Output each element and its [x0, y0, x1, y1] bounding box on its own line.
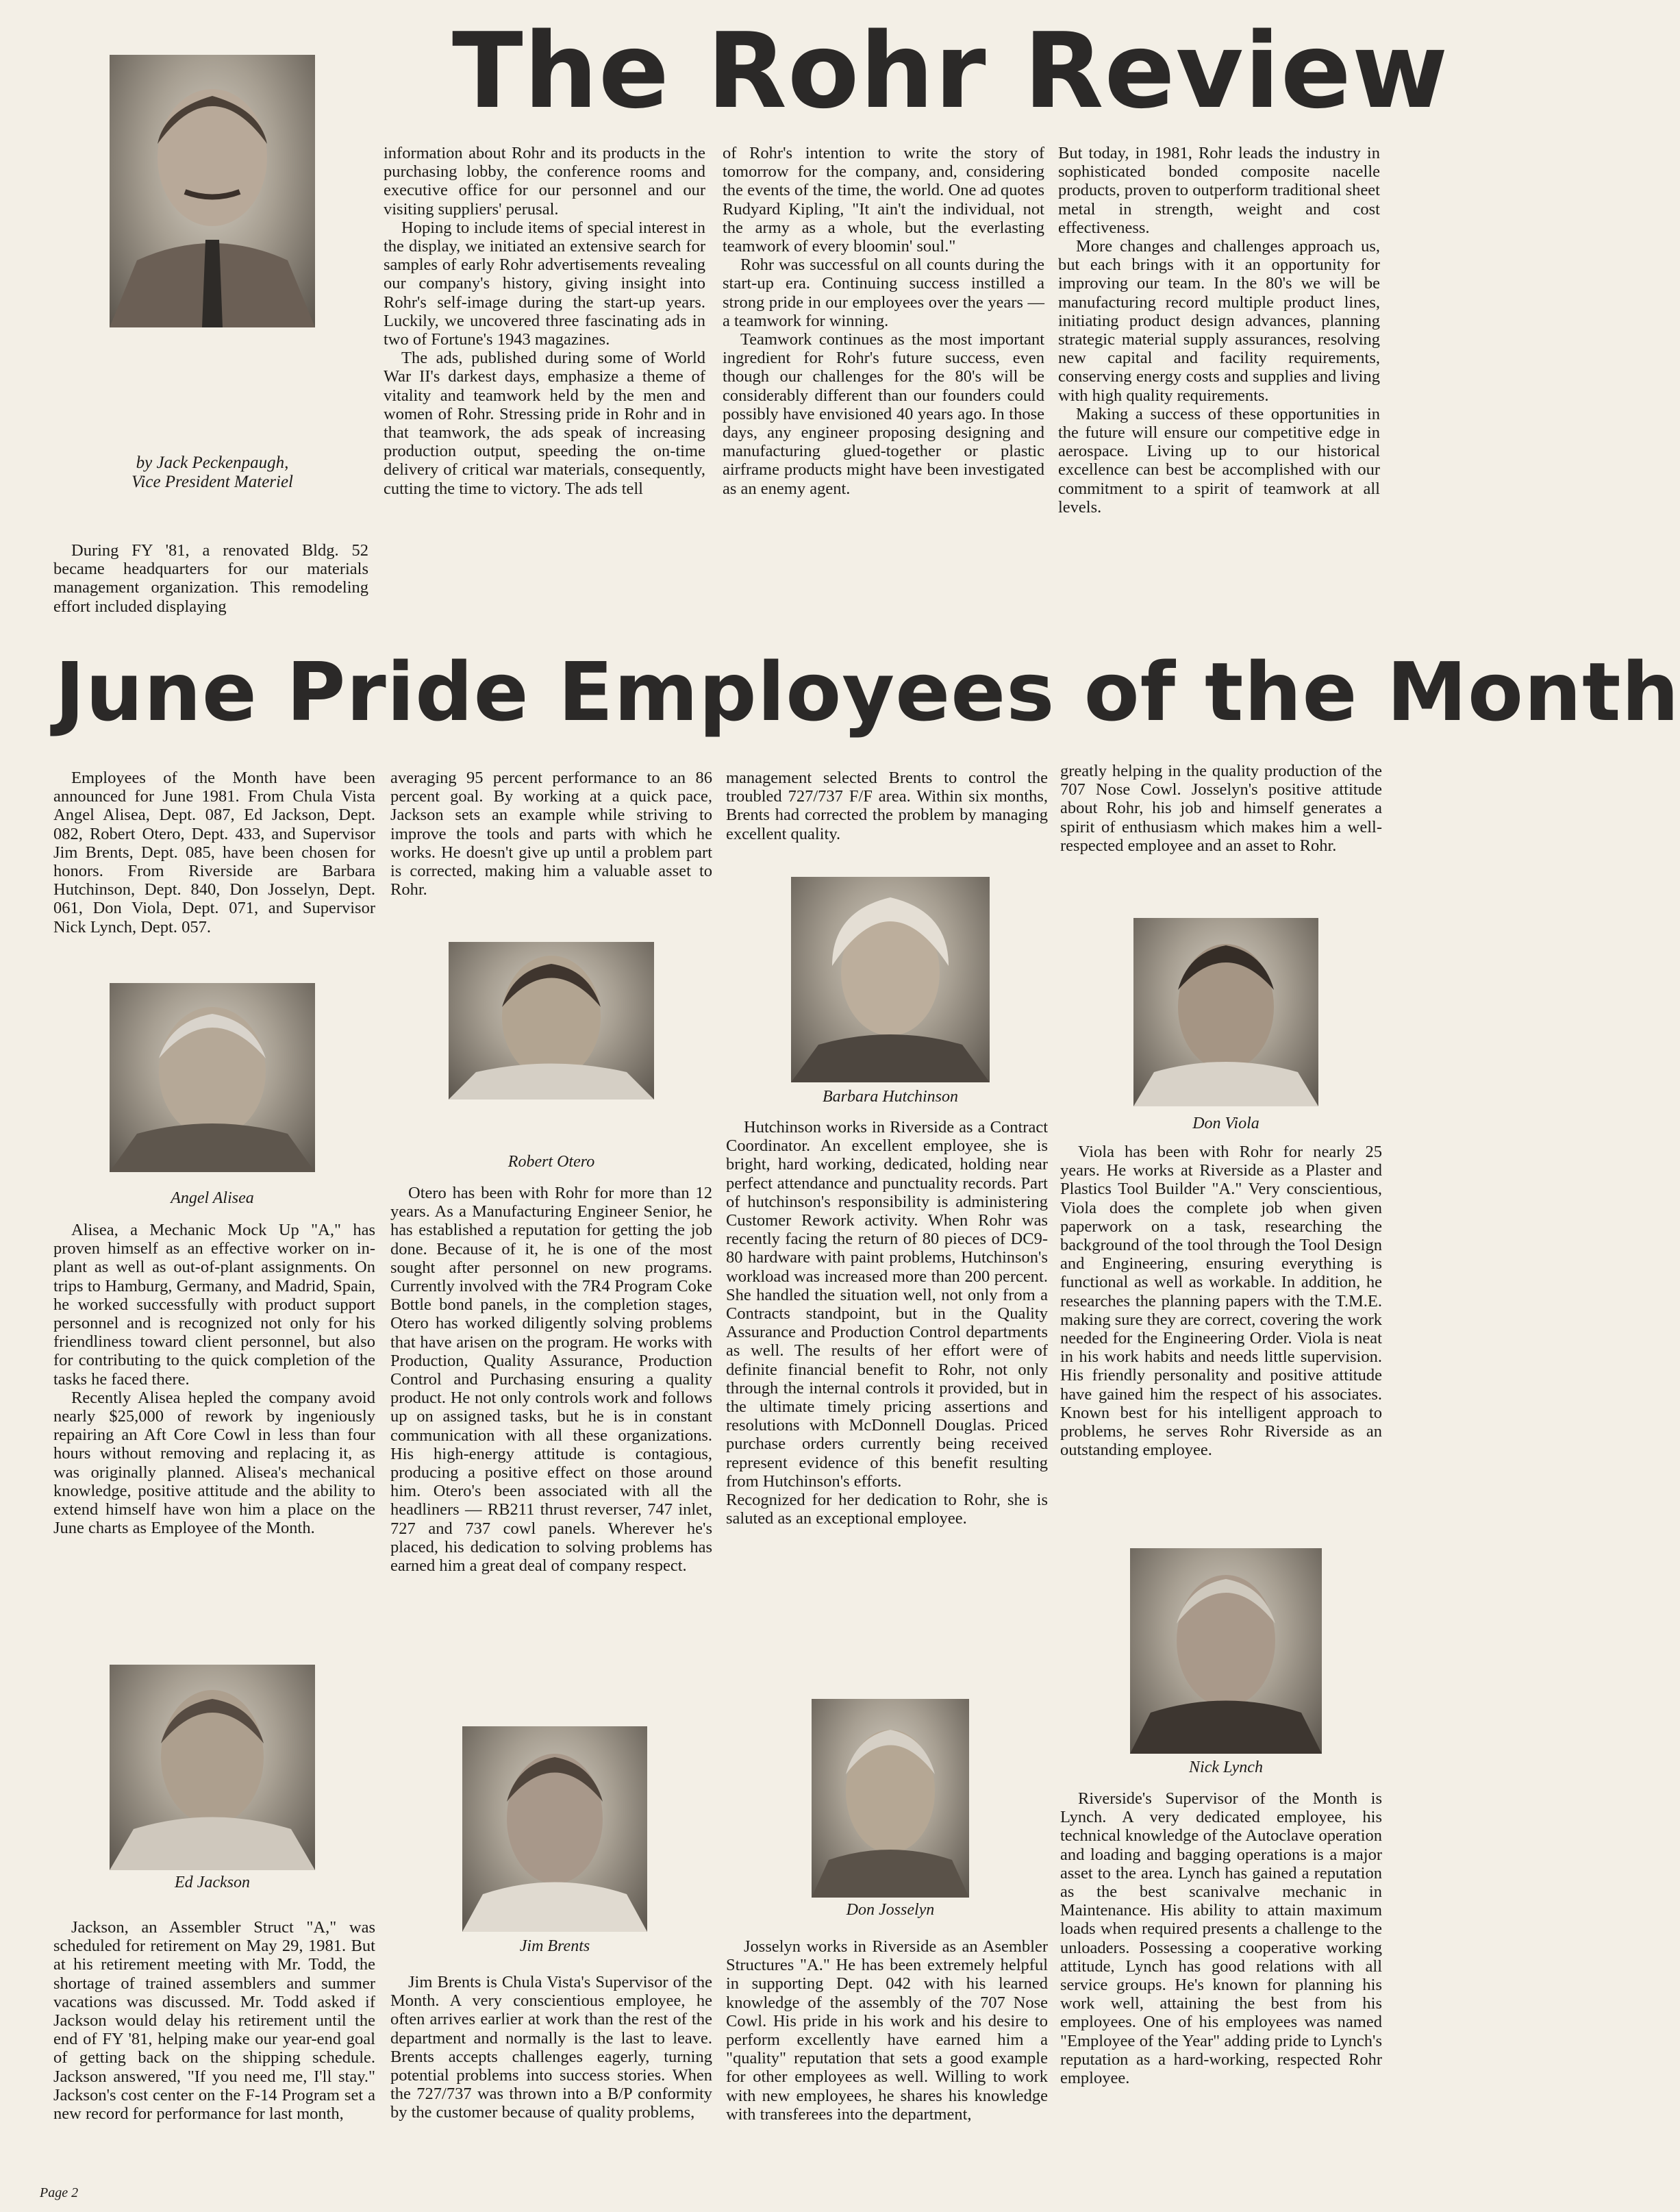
brents-p1: Jim Brents is Chula Vista's Supervisor of the Month. A very conscientious employee, he often arrives earlier at work than the rest of the department and normally is the last to leave. Brents accepts challenges eagerly, turning potential problems into success stories. When the 727/737 was thrown into a B/P conformity by the customer because of quality problems,: [390, 1973, 712, 2122]
article2-col2-top: [390, 769, 712, 899]
portrait-jackson: [110, 1665, 315, 1870]
article2-col3-hutchinson: [726, 1118, 1048, 1528]
portrait-hutchinson: [791, 877, 990, 1082]
photo-robert-otero: [449, 942, 654, 1099]
article1-col4-p1: But today, in 1981, Rohr leads the industry in sophisticated bonded composite nacelle products, proven to outperform traditional sheet metal in strength, weight and cost effectiveness.: [1058, 144, 1380, 237]
employees-headline: June Pride Employees of the Month: [55, 645, 1680, 739]
caption-otero: Robert Otero: [507, 1153, 595, 1171]
article1-col2-p2: Hoping to include items of special interest in the display, we initiated an extensive search for samples of early Rohr advertisements revealing our company's history, giving insight into Rohr's self-image during the start-up years. Luckily, we uncovered three fascinating ads in two of Fortune's 1943 magazines.: [384, 218, 705, 349]
photo-angel-alisea: [110, 983, 315, 1172]
article1-col3-p2: Rohr was successful on all counts during the start-up era. Continuing success instilled a strong pride in our employees over the years — a teamwork for winning.: [723, 256, 1044, 330]
author-portrait-image: [110, 55, 315, 327]
portrait-brents: [462, 1726, 647, 1932]
col2-top-p: averaging 95 percent performance to an 86 percent goal. By working at a quick pace, Jackson sets an example while striving to improve the tools and parts with which he works. He doesn't give up until a problem part is corrected, making him a valuable asset to Rohr.: [390, 769, 712, 899]
col3-top-p: management selected Brents to control the troubled 727/737 F/F area. Within six months, Brents had corrected the problem by managing excellent quality.: [726, 769, 1048, 843]
article1-col4: [1058, 144, 1380, 517]
caption-viola: Don Viola: [1192, 1115, 1259, 1132]
photo-don-viola: [1133, 918, 1318, 1106]
article2-col2-brents: [390, 1973, 712, 2122]
article1-col2-p1: information about Rohr and its products in the purchasing lobby, the conference rooms and executive office for our personnel and our visiting suppliers' perusal.: [384, 144, 705, 219]
article2-col4-top: [1060, 762, 1382, 855]
byline-title: Vice President Materiel: [131, 473, 294, 491]
viola-p1: Viola has been with Rohr for nearly 25 years. He works at Riverside as a Plaster and Plastics Tool Builder "A." Very conscientious, Viola does the complete job when given paperwork on a task, researching the background of the tool through the Tool Design and Engineering, ensuring everything is functional as well as workable. In addition, he researches the planning papers with the T.M.E. making sure they are correct, covering the work needed for the Engineering Order. Viola is neat in his work habits and needs little supervision. His friendly personality and positive attitude have gained him the respect of his associates. Known best for his intelligent approach to problems, he serves Rohr Riverside as an outstanding employee.: [1060, 1143, 1382, 1460]
author-photo: [110, 55, 315, 327]
photo-don-josselyn: [812, 1699, 969, 1898]
portrait-lynch: [1130, 1548, 1322, 1754]
portrait-alisea: [110, 983, 315, 1172]
caption-brents: Jim Brents: [519, 1937, 590, 1955]
article2-col3-top: [726, 769, 1048, 843]
article1-col1: [53, 541, 368, 616]
hutchinson-p2: Recognized for her dedication to Rohr, she is saluted as an exceptional employee.: [726, 1491, 1048, 1528]
col4-top-p: greatly helping in the quality production of the 707 Nose Cowl. Josselyn's positive attitude about Rohr, his job and himself generates a spirit of enthusiasm which makes him a well-respected employee and an asset to Rohr.: [1060, 762, 1382, 855]
author-byline: [96, 453, 329, 492]
caption-jackson: Ed Jackson: [175, 1874, 250, 1891]
page-number: Page 2: [40, 2185, 79, 2200]
portrait-viola: [1133, 918, 1318, 1106]
alisea-p1: Alisea, a Mechanic Mock Up "A," has proven himself as an effective worker on in-plant as well as out-of-plant assignments. On trips to Hamburg, Germany, and Madrid, Spain, he worked successfully with product support personnel and is recognized not only for his friendliness toward client personnel, but also for contributing to the quick completion of the tasks he faced there.: [53, 1221, 375, 1389]
photo-jim-brents: [462, 1726, 647, 1932]
article2-col4-viola: [1060, 1143, 1382, 1459]
caption-alisea: Angel Alisea: [171, 1189, 254, 1207]
alisea-p2: Recently Alisea hepled the company avoid nearly $25,000 of rework by ingeniously repairing an Aft Core Cowl in less than four hours without removing and replacing it, as was originally planned. Alisea's mechanical knowledge, positive attitude and the ability to extend himself have won him a place on the June charts as Employee of the Month.: [53, 1388, 375, 1538]
article1-col1-p1: During FY '81, a renovated Bldg. 52 became headquarters for our materials management organization. This remodeling effort included displaying: [53, 541, 368, 616]
article2-col4-lynch: [1060, 1789, 1382, 2087]
caption-josselyn: Don Josselyn: [846, 1901, 935, 1919]
article2-col2-otero: [390, 1184, 712, 1575]
article1-col4-p3: Making a success of these opportunities in the future will ensure our competitive edge in aerospace. Living up to our historical excellence can best be accomplished with our commitment to a spirit of teamwork at all levels.: [1058, 404, 1380, 517]
masthead-title: The Rohr Review: [452, 10, 1449, 132]
jackson-p1: Jackson, an Assembler Struct "A," was scheduled for retirement on May 29, 1981. But at his retirement meeting with Mr. Todd, the shortage of trained assemblers and summer vacations was discussed. Mr. Todd asked if Jackson would delay his retirement until the end of FY '81, helping make our year-end goal of getting back on the shipping schedule. Jackson answered, "If you need me, I'll stay." Jackson's cost center on the F-14 Program set a new record for performance for last month,: [53, 1918, 375, 2124]
article1-col4-p2: More changes and challenges approach us, but each brings with it an opportunity for improving our team. In the 80's we will be manufacturing record multiple product lines, initiating product design advances, planning strategic material supply assurances, resolving new capital and facility requirements, conserving energy costs and supplies and living with high quality requirements.: [1058, 237, 1380, 405]
intro-paragraph: Employees of the Month have been announced for June 1981. From Chula Vista Angel Alisea, Dept. 087, Ed Jackson, Dept. 082, Robert Otero, Dept. 433, and Supervisor Jim Brents, Dept. 085, have been chosen for honors. From Riverside are Barbara Hutchinson, Dept. 840, Don Josselyn, Dept. 061, Don Viola, Dept. 071, and Supervisor Nick Lynch, Dept. 057.: [53, 769, 375, 936]
photo-ed-jackson: [110, 1665, 315, 1870]
article2-col1-alisea: [53, 1221, 375, 1537]
byline-name: by Jack Peckenpaugh,: [136, 453, 289, 472]
article1-col3-p3: Teamwork continues as the most important ingredient for Rohr's future success, even though our challenges for the 80's will be considerably different than our founders could possibly have envisioned 40 years ago. In those days, any engineer proposing designing and manufacturing glued-together or plastic airframe products might have been investigated as an enemy agent.: [723, 330, 1044, 498]
caption-lynch: Nick Lynch: [1189, 1759, 1263, 1776]
portrait-otero: [449, 942, 654, 1099]
article2-col1-intro: [53, 769, 375, 936]
josselyn-p1: Josselyn works in Riverside as an Asembler Structures "A." He has been extremely helpful in supporting Dept. 042 with his learned knowledge of the assembly of the 707 Nose Cowl. His pride in his work and his desire to perform excellently have earned him a "quality" reputation that sets a good example for other employees as well. Willing to work with new employees, he shares his knowledge with transferees into the department,: [726, 1937, 1048, 2124]
article1-col3-p1: of Rohr's intention to write the story of tomorrow for the company, and, considering the events of the time, the world. One ad quotes Rudyard Kipling, "It ain't the individual, not the army as a whole, but the everlasting teamwork of every bloomin' soul.": [723, 144, 1044, 256]
article2-col3-josselyn: [726, 1937, 1048, 2124]
article1-col2-p3: The ads, published during some of World War II's darkest days, emphasize a theme of vitality and teamwork held by the men and women of Rohr. Stressing pride in Rohr and in that teamwork, the ads speak of increasing production output, speeding the on-time delivery of critical war materials, consequently, cutting the time to victory. The ads tell: [384, 349, 705, 498]
lynch-p1: Riverside's Supervisor of the Month is Lynch. A very dedicated employee, his technical knowledge of the Autoclave operation and loading and bagging operations is a major asset to the area. Lynch has gained a reputation as the best scanivalve mechanic in Maintenance. His ability to attain maximum loads when required presents a challenge to the unloaders. Possessing a cooperative working attitude, Lynch has good relations with all service groups. He's known for planning his work well, attaining the best from his employees. One of his employees was named "Employee of the Year" adding pride to Lynch's reputation as a hard-working, respected Rohr employee.: [1060, 1789, 1382, 2088]
otero-p1: Otero has been with Rohr for more than 12 years. As a Manufacturing Engineer Senior, he has established a reputation for getting the job done. Because of it, he is one of the most sought after personnel on new programs. Currently involved with the 7R4 Program Coke Bottle bond panels, in the completion stages, Otero has worked diligently solving problems that have arisen on the program. He works with Production, Quality Assurance, Production Control and Purchasing ensuring a quality product. He not only controls work and follows up on assigned tasks, but he is in constant communication with all these organizations. His high-energy attitude is contagious, producing a positive effect on those around him. Otero's been associated with all the headliners — RB211 thrust reverser, 747 inlet, 727 and 737 cowl panels. Wherever he's placed, his dedication to solving problems has earned him a great deal of company respect.: [390, 1184, 712, 1576]
hutchinson-p1: Hutchinson works in Riverside as a Contract Coordinator. An excellent employee, she is bright, hard working, dedicated, holding near perfect attendance and punctuality records. Part of hutchinson's responsibility is administering Customer Rework activity. When Rohr was recently facing the return of 80 pieces of DC9-80 hardware with paint problems, Hutchinson's workload was increased more than 200 percent. She handled the situation well, not only from a Contracts standpoint, but in the Quality Assurance and Production Control departments as well. The results of her effort were of definite financial benefit to Rohr, not only through the internal controls it provided, but in the ultimate timely pricing assertions and resolutions with McDonnell Douglas. Priced purchase orders currently being received represent evidence of this benefit resulting from Hutchinson's efforts.: [726, 1118, 1048, 1491]
article1-col2: [384, 144, 705, 498]
article2-col1-jackson: [53, 1918, 375, 2123]
caption-hutchinson: Barbara Hutchinson: [823, 1088, 958, 1106]
article1-col3: [723, 144, 1044, 498]
photo-barbara-hutchinson: [791, 877, 990, 1082]
photo-nick-lynch: [1130, 1548, 1322, 1754]
portrait-josselyn: [812, 1699, 969, 1898]
